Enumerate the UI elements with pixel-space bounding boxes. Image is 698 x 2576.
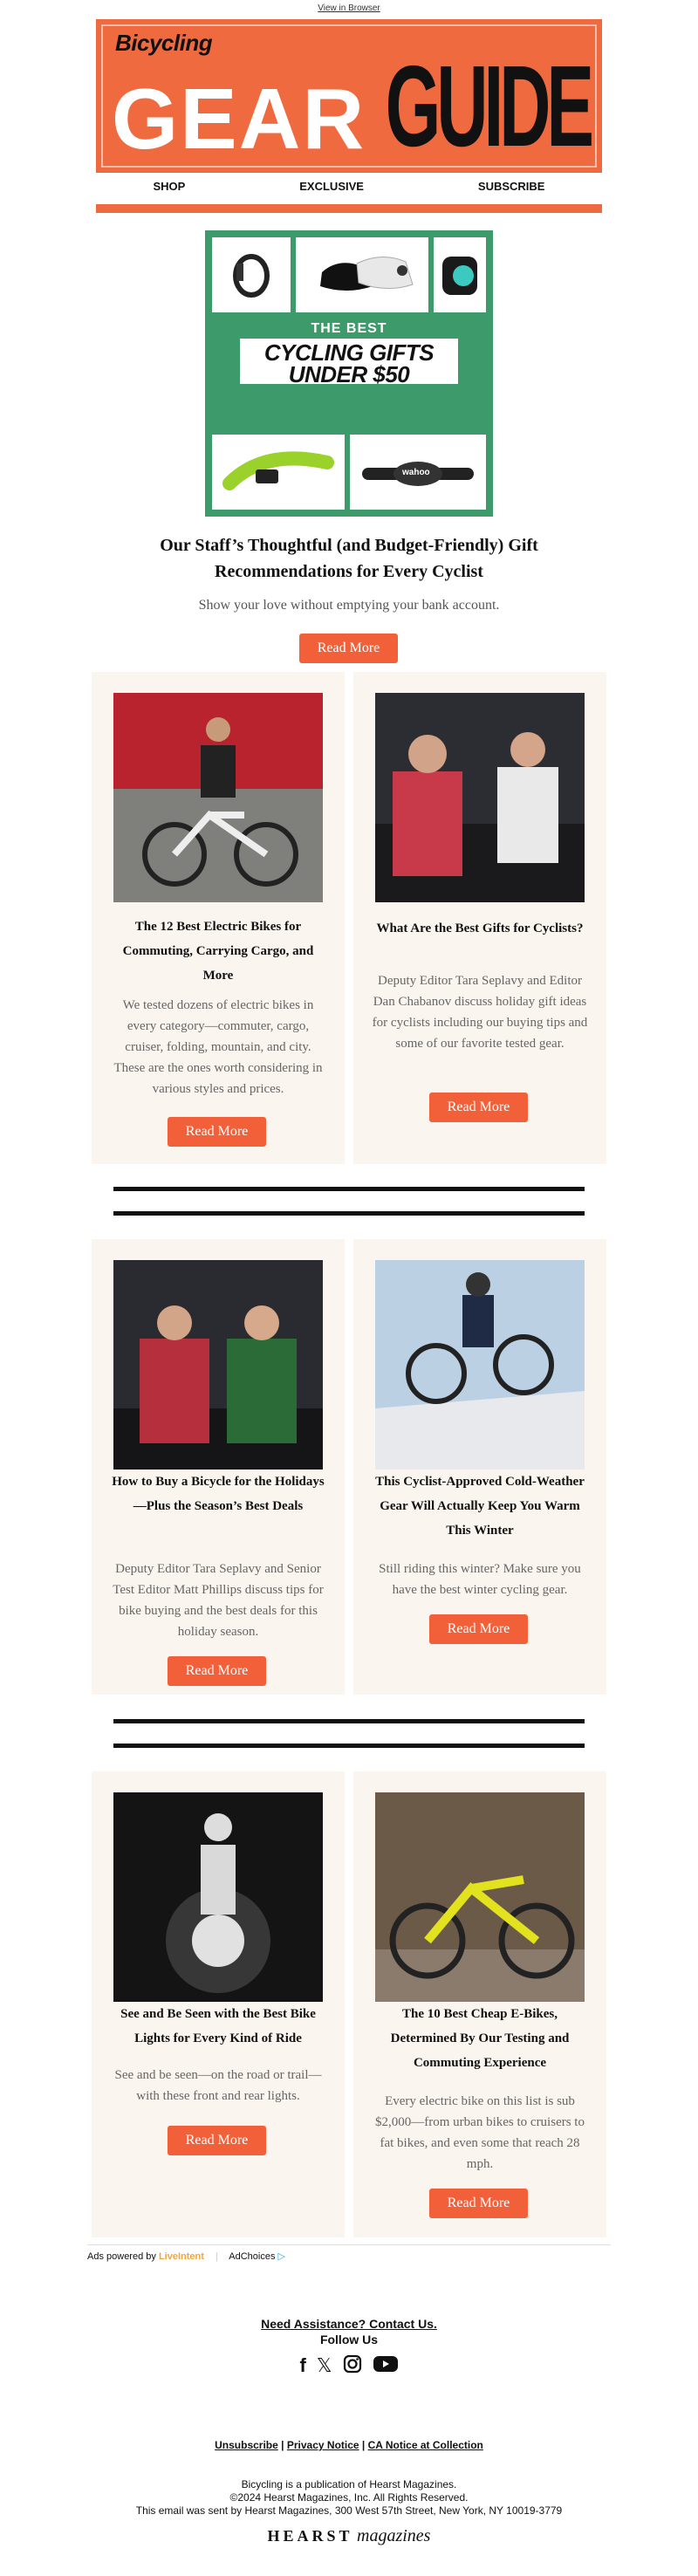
copyright-line: ©2024 Hearst Magazines, Inc. All Rights Reserved. — [229, 2491, 469, 2504]
card-title[interactable]: See and Be Seen with the Best Bike Lights for Every Kind of Ride — [120, 2007, 316, 2045]
card-read-more-button[interactable]: Read More — [429, 1614, 528, 1644]
ads-bar: Ads powered by LiveIntent | AdChoices ▷ — [87, 2244, 611, 2262]
card-read-more-button[interactable]: Read More — [429, 1093, 528, 1122]
hearst-logo-word: HEARST — [267, 2527, 353, 2545]
card-read-more-button[interactable]: Read More — [429, 2189, 528, 2218]
nav-subscribe[interactable]: SUBSCRIBE — [477, 180, 545, 193]
card-description: We tested dozens of electric bikes in every category—commuter, cargo, cruiser, folding, mountain, and city. These are the ones worth considering in various styles and prices. — [113, 998, 323, 1096]
nav-accent-bar — [96, 204, 602, 213]
card-description: Still riding this winter? Make sure you have the best winter cycling gear. — [379, 1562, 581, 1597]
article-card — [353, 672, 606, 1164]
article-card — [92, 1771, 345, 2237]
card-title[interactable]: How to Buy a Bicycle for the Holidays—Plus the Season’s Best Deals — [112, 1475, 325, 1513]
lead-read-more-button[interactable]: Read More — [299, 634, 398, 663]
bicycling-logo[interactable]: Bicycling — [115, 30, 213, 56]
lead-article-subtitle: Show your love without emptying your bank account. — [198, 598, 500, 613]
card-description: Deputy Editor Tara Seplavy and Senior Test Editor Matt Phillips discuss tips for bike buying and the best deals for this holiday season. — [113, 1562, 324, 1639]
gear-guide-header — [96, 19, 602, 173]
bell-product-tile — [212, 237, 291, 312]
adchoices-link[interactable]: AdChoices — [229, 2251, 276, 2262]
shoe-covers-icon — [296, 237, 428, 312]
card-description: Every electric bike on this list is sub $2,000—from urban bikes to cruisers to fat bikes, and even some that reach 28 mph. — [375, 2094, 585, 2171]
ebike-rider-photo[interactable] — [113, 693, 323, 902]
x-twitter-icon[interactable]: 𝕏 — [316, 2354, 332, 2376]
holiday-bike-buying-photo[interactable] — [113, 1260, 323, 1470]
view-in-browser-link[interactable]: View in Browser — [318, 3, 380, 13]
section-divider — [113, 1719, 585, 1723]
editors-gifts-photo[interactable] — [375, 693, 585, 902]
nav-exclusive[interactable]: EXCLUSIVE — [299, 180, 364, 193]
hero-banner-line1: CYCLING GIFTS — [263, 339, 435, 366]
article-card — [92, 672, 345, 1164]
hero-eyebrow: THE BEST — [311, 321, 387, 336]
card-read-more-button[interactable]: Read More — [168, 1117, 266, 1147]
adchoices-icon[interactable]: ▷ — [277, 2251, 286, 2262]
card-description: See and be seen—on the road or trail—with these front and rear lights. — [114, 2068, 322, 2103]
lead-article-title[interactable]: Our Staff’s Thoughtful (and Budget-Friendly) Gift Recommendations for Every Cyclist — [160, 536, 538, 581]
lock-product-tile — [212, 435, 345, 510]
winter-rider-photo[interactable] — [375, 1260, 585, 1470]
hearst-logo[interactable] — [0, 2526, 698, 2546]
unsubscribe-link[interactable]: Unsubscribe — [215, 2439, 278, 2451]
ads-powered-by: Ads powered by — [87, 2251, 156, 2262]
header-word-guide: GUIDE — [385, 42, 590, 170]
follow-us-label: Follow Us — [319, 2333, 379, 2346]
card-read-more-button[interactable]: Read More — [168, 1656, 266, 1686]
article-card — [92, 1239, 345, 1695]
bike-bell-icon — [212, 237, 291, 312]
hero-image[interactable] — [205, 230, 493, 517]
liveintent-logo[interactable]: LiveIntent — [158, 2251, 204, 2262]
top-nav — [96, 180, 602, 201]
section-divider — [113, 1187, 585, 1191]
bike-lights-photo[interactable] — [113, 1792, 323, 2002]
bike-light-icon — [434, 237, 486, 312]
hr-strap-tile — [350, 435, 486, 510]
cable-lock-icon — [212, 435, 345, 510]
publisher-line: Bicycling is a publication of Hearst Magazines. — [241, 2478, 457, 2490]
hero-banner-line2: UNDER $50 — [288, 361, 410, 387]
hr-strap-brand: wahoo — [402, 468, 430, 477]
instagram-icon[interactable] — [343, 2354, 362, 2374]
nav-shop[interactable]: SHOP — [153, 180, 186, 193]
card-read-more-button[interactable]: Read More — [168, 2126, 266, 2155]
privacy-notice-link[interactable]: Privacy Notice — [286, 2439, 359, 2451]
cheap-ebike-photo[interactable] — [375, 1792, 585, 2002]
shoe-covers-tile — [296, 237, 428, 312]
ca-notice-link[interactable]: CA Notice at Collection — [367, 2439, 483, 2451]
youtube-icon[interactable] — [373, 2354, 399, 2374]
hearst-logo-magazines: magazines — [357, 2526, 431, 2545]
hero-banner — [240, 339, 458, 387]
section-divider — [113, 1211, 585, 1216]
contact-us-link[interactable]: Need Assistance? Contact Us. — [261, 2317, 437, 2331]
social-links — [288, 2354, 410, 2377]
card-title[interactable]: This Cyclist-Approved Cold-Weather Gear Will Actually Keep You Warm This Winter — [375, 1475, 585, 1538]
header-word-gear: GEAR — [112, 71, 366, 167]
card-title[interactable]: The 10 Best Cheap E-Bikes, Determined By Our Testing and Commuting Experience — [390, 2007, 570, 2070]
article-card — [353, 1239, 606, 1695]
card-title[interactable]: The 12 Best Electric Bikes for Commuting, Carrying Cargo, and More — [122, 920, 314, 983]
address-line: This email was sent by Hearst Magazines, 300 West 57th Street, New York, NY 10019-3779 — [135, 2504, 563, 2517]
light-product-tile — [434, 237, 486, 312]
facebook-icon[interactable]: f — [299, 2354, 306, 2376]
section-divider — [113, 1744, 585, 1748]
card-description: Deputy Editor Tara Seplavy and Editor Dan Chabanov discuss holiday gift ideas for cyclists including our buying tips and some of our favorite tested gear. — [372, 974, 588, 1051]
footer-links: Unsubscribe | Privacy Notice | CA Notice at Collection — [215, 2439, 483, 2451]
card-title[interactable]: What Are the Best Gifts for Cyclists? — [376, 921, 584, 935]
article-card — [353, 1771, 606, 2237]
